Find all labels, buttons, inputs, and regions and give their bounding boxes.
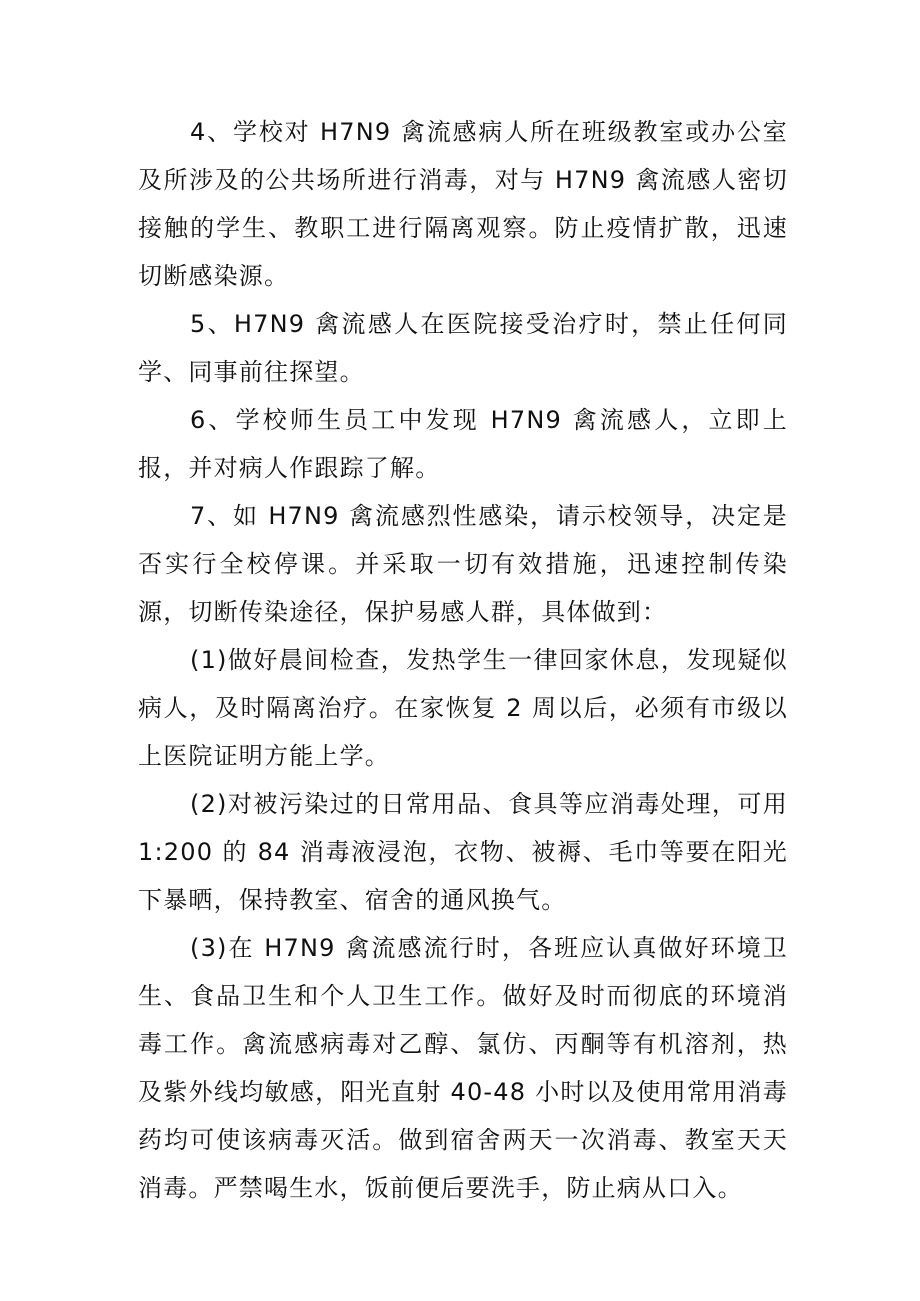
paragraph-item-6: 6、学校师生员工中发现 H7N9 禽流感人，立即上报，并对病人作跟踪了解。 bbox=[138, 406, 788, 482]
paragraph-subitem-1: (1)做好晨间检查，发热学生一律回家休息，发现疑似病人，及时隔离治疗。在家恢复 2 周以后，必须有市级以上医院证明方能上学。 bbox=[138, 646, 788, 770]
document-page bbox=[138, 108, 788, 1212]
paragraph-item-5: 5、H7N9 禽流感人在医院接受治疗时，禁止任何同学、同事前往探望。 bbox=[138, 310, 788, 386]
paragraph-item-7: 7、如 H7N9 禽流感烈性感染，请示校领导，决定是否实行全校停课。并采取一切有效措施，迅速控制传染源，切断传染途径，保护易感人群，具体做到： bbox=[138, 502, 788, 626]
paragraph-subitem-2: (2)对被污染过的日常用品、食具等应消毒处理，可用 1:200 的 84 消毒液浸泡，衣物、被褥、毛巾等要在阳光下暴晒，保持教室、宿舍的通风换气。 bbox=[138, 790, 788, 914]
paragraph-subitem-3: (3)在 H7N9 禽流感流行时，各班应认真做好环境卫生、食品卫生和个人卫生工作。做好及时而彻底的环境消毒工作。禽流感病毒对乙醇、氯仿、丙酮等有机溶剂，热及紫外线均敏感，阳光直射 40-48 小时以及使用常用消毒药均可使该病毒灭活。做到宿舍两天一次消毒、教室天天消毒。严禁喝生水，饭前便后要洗手，防止病从口入。 bbox=[138, 934, 788, 1202]
paragraph-item-4: 4、学校对 H7N9 禽流感病人所在班级教室或办公室及所涉及的公共场所进行消毒，对与 H7N9 禽流感人密切接触的学生、教职工进行隔离观察。防止疫情扩散，迅速切断感染源。 bbox=[138, 118, 788, 290]
